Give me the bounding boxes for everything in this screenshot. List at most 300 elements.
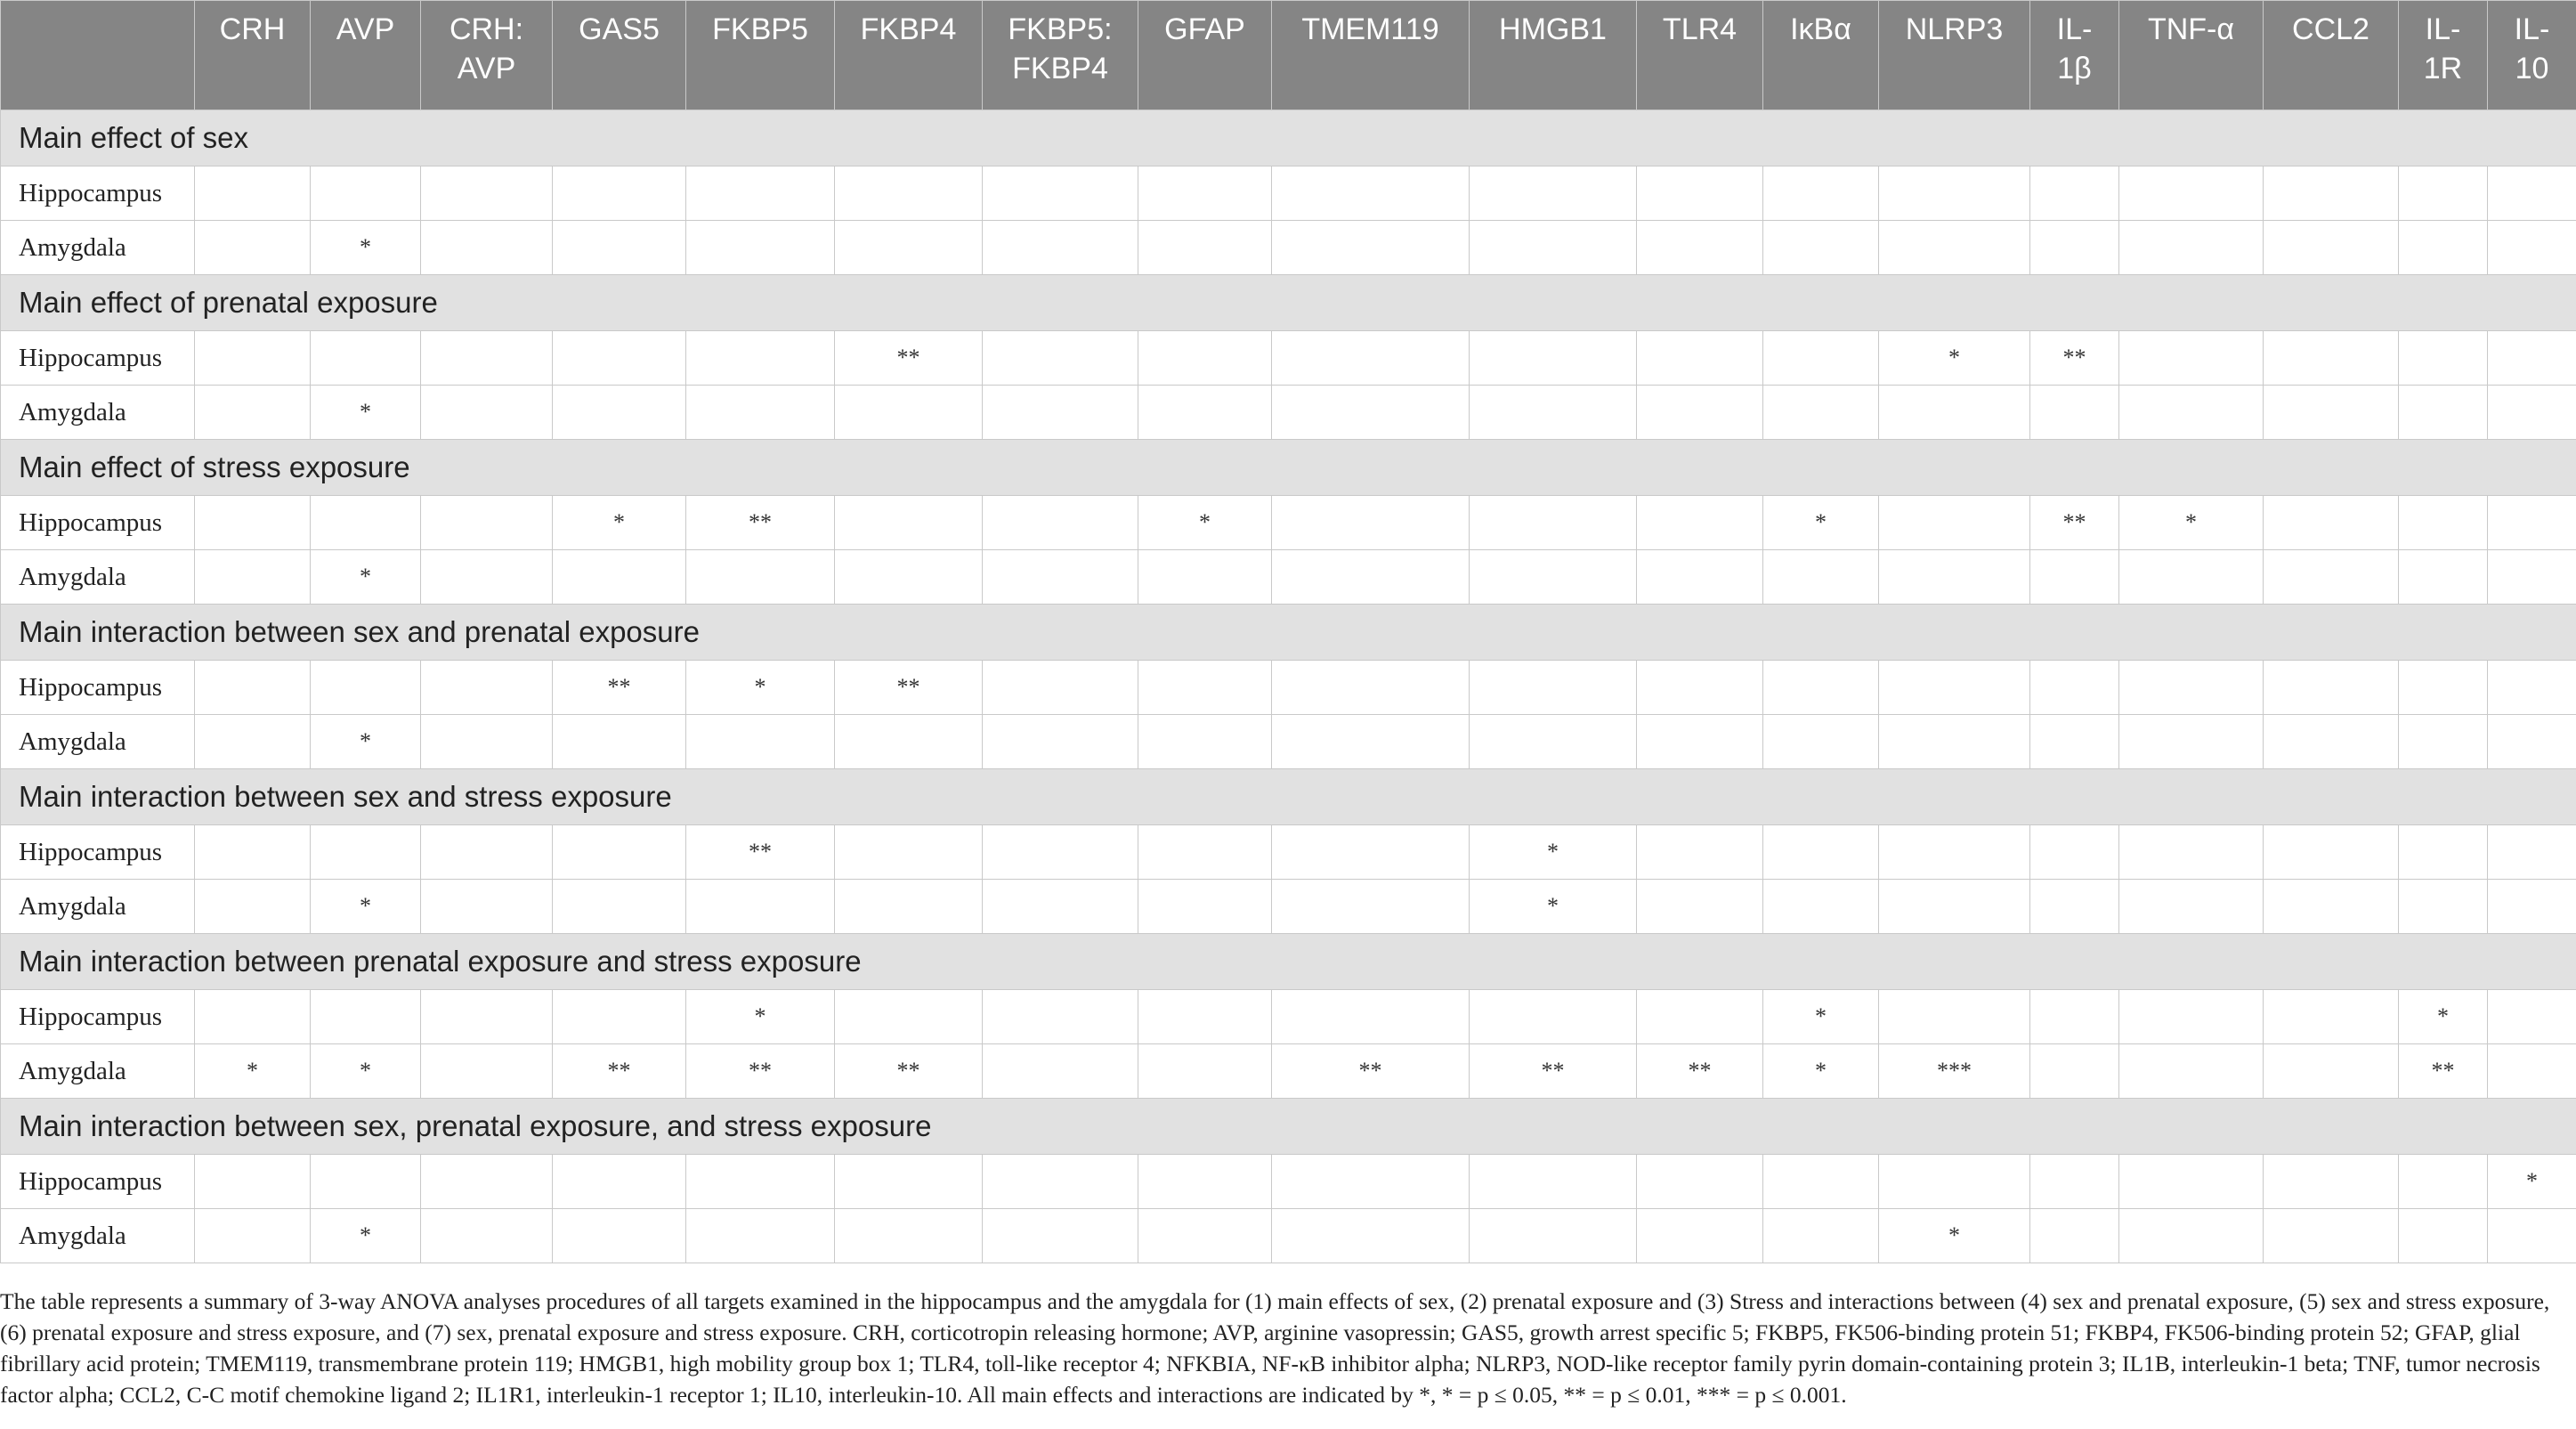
significance-cell [195, 166, 311, 221]
significance-cell [686, 221, 835, 275]
significance-cell [1138, 386, 1272, 440]
significance-cell [553, 166, 686, 221]
significance-cell [2488, 1044, 2576, 1099]
significance-cell [421, 221, 553, 275]
significance-cell [835, 496, 983, 550]
significance-cell [1470, 1155, 1637, 1209]
significance-cell [983, 331, 1138, 386]
significance-cell [311, 496, 421, 550]
significance-cell [1879, 661, 2030, 715]
significance-cell [2264, 990, 2399, 1044]
significance-cell: * [1763, 990, 1879, 1044]
significance-cell [195, 550, 311, 605]
section-header-row [1, 110, 2576, 166]
significance-cell: * [553, 496, 686, 550]
significance-cell: ** [686, 825, 835, 880]
significance-cell [2119, 880, 2264, 934]
table-row [1, 661, 2576, 715]
significance-cell [2399, 496, 2488, 550]
column-header: IκBα [1763, 1, 1879, 110]
significance-cell [553, 1155, 686, 1209]
significance-cell [2399, 166, 2488, 221]
significance-cell [1272, 166, 1470, 221]
significance-cell [2488, 386, 2576, 440]
significance-cell [686, 550, 835, 605]
column-header: IL- 10 [2488, 1, 2576, 110]
significance-cell [1470, 661, 1637, 715]
region-label: Amygdala [1, 1209, 195, 1263]
significance-cell [2488, 166, 2576, 221]
column-header: CRH: AVP [421, 1, 553, 110]
region-label: Hippocampus [1, 661, 195, 715]
significance-cell [1272, 1209, 1470, 1263]
column-header: TNF-α [2119, 1, 2264, 110]
significance-cell [1138, 880, 1272, 934]
significance-cell [2399, 331, 2488, 386]
column-header: AVP [311, 1, 421, 110]
significance-cell [311, 331, 421, 386]
significance-cell [2264, 880, 2399, 934]
significance-cell [835, 715, 983, 769]
significance-cell [2399, 715, 2488, 769]
significance-cell: ** [2399, 1044, 2488, 1099]
significance-cell [2399, 880, 2488, 934]
significance-cell [1470, 166, 1637, 221]
significance-cell [1138, 166, 1272, 221]
significance-cell [1637, 661, 1763, 715]
significance-cell [1138, 331, 1272, 386]
significance-cell: * [311, 1044, 421, 1099]
section-header-row [1, 1099, 2576, 1155]
significance-cell [983, 496, 1138, 550]
significance-cell [983, 715, 1138, 769]
significance-cell [2399, 550, 2488, 605]
significance-cell [2488, 715, 2576, 769]
section-header-row [1, 440, 2576, 496]
significance-cell [1763, 715, 1879, 769]
significance-cell [1470, 715, 1637, 769]
significance-cell [2264, 1044, 2399, 1099]
significance-cell: ** [835, 331, 983, 386]
significance-cell: * [311, 715, 421, 769]
region-label: Amygdala [1, 386, 195, 440]
significance-cell [421, 1209, 553, 1263]
table-row [1, 496, 2576, 550]
table-row [1, 386, 2576, 440]
significance-cell [2399, 1209, 2488, 1263]
significance-cell [2119, 221, 2264, 275]
significance-cell [983, 1209, 1138, 1263]
significance-cell [1763, 1155, 1879, 1209]
table-row [1, 990, 2576, 1044]
significance-cell [311, 166, 421, 221]
significance-cell: * [2488, 1155, 2576, 1209]
significance-cell [2488, 661, 2576, 715]
significance-cell [1470, 550, 1637, 605]
table-row [1, 221, 2576, 275]
significance-cell: * [311, 550, 421, 605]
significance-cell [1879, 825, 2030, 880]
significance-cell [2488, 1209, 2576, 1263]
significance-cell [2119, 825, 2264, 880]
significance-cell [2264, 331, 2399, 386]
significance-cell [2119, 331, 2264, 386]
column-header: CRH [195, 1, 311, 110]
significance-cell [686, 880, 835, 934]
significance-cell [1763, 550, 1879, 605]
table-row [1, 331, 2576, 386]
significance-cell [1138, 990, 1272, 1044]
column-header: FKBP5: FKBP4 [983, 1, 1138, 110]
significance-cell [311, 661, 421, 715]
significance-cell [1138, 661, 1272, 715]
column-header: HMGB1 [1470, 1, 1637, 110]
section-title: Main interaction between prenatal exposure and stress exposure [1, 934, 2576, 990]
significance-cell [1138, 825, 1272, 880]
section-title: Main interaction between sex and stress exposure [1, 769, 2576, 825]
significance-cell [1637, 166, 1763, 221]
table-footnote: The table represents a summary of 3-way ANOVA analyses procedures of all targets examined in the hippocampus and the amygdala for (1) main effects of sex, (2) prenatal exposure and (3) Stress and interactions between (4) sex and prenatal exposure, (5) sex and stress exposure, (6) prenatal exposure and stress exposure, and (7) sex, prenatal exposure and stress exposure. CRH, corticotropin releasing hormone; AVP, arginine vasopressin; GAS5, growth arrest specific 5; FKBP5, FK506-binding protein 51; FKBP4, FK506-binding protein 52; GFAP, glial fibrillary acid protein; TMEM119, transmembrane protein 119; HMGB1, high mobility group box 1; TLR4, toll-like receptor 4; NFKBIA, NF-κB inhibitor alpha; NLRP3, NOD-like receptor family pyrin domain-containing protein 3; IL1B, interleukin-1 beta; TNF, tumor necrosis factor alpha; CCL2, C-C motif chemokine ligand 2; IL1R1, interleukin-1 receptor 1; IL10, interleukin-10. All main effects and interactions are indicated by *, * = p ≤ 0.05, ** = p ≤ 0.01, *** = p ≤ 0.001. [0, 1288, 2550, 1408]
significance-cell [2030, 661, 2119, 715]
significance-cell [1272, 990, 1470, 1044]
table-row [1, 880, 2576, 934]
significance-cell [1637, 331, 1763, 386]
significance-cell: * [1470, 825, 1637, 880]
significance-cell [1272, 661, 1470, 715]
significance-cell [1637, 880, 1763, 934]
significance-cell [1272, 825, 1470, 880]
significance-cell [835, 1155, 983, 1209]
table-row [1, 825, 2576, 880]
significance-cell [2119, 1209, 2264, 1263]
column-header: IL- 1R [2399, 1, 2488, 110]
significance-cell [195, 661, 311, 715]
significance-cell: * [195, 1044, 311, 1099]
significance-cell [195, 990, 311, 1044]
significance-cell [1470, 496, 1637, 550]
significance-cell [1879, 550, 2030, 605]
region-label: Amygdala [1, 880, 195, 934]
significance-cell [2030, 990, 2119, 1044]
significance-cell: ** [553, 1044, 686, 1099]
significance-cell [2264, 1209, 2399, 1263]
significance-cell [2119, 661, 2264, 715]
significance-cell [553, 990, 686, 1044]
significance-cell [2264, 166, 2399, 221]
significance-cell [195, 1155, 311, 1209]
significance-cell [1637, 1209, 1763, 1263]
significance-cell [835, 880, 983, 934]
significance-cell [2399, 1155, 2488, 1209]
significance-cell: ** [2030, 496, 2119, 550]
significance-cell [983, 990, 1138, 1044]
significance-cell [1138, 715, 1272, 769]
significance-cell [1637, 825, 1763, 880]
significance-cell [835, 825, 983, 880]
significance-cell [2030, 550, 2119, 605]
significance-cell: ** [1272, 1044, 1470, 1099]
table-body [1, 110, 2576, 1263]
region-label: Hippocampus [1, 990, 195, 1044]
region-label: Amygdala [1, 550, 195, 605]
significance-cell [686, 715, 835, 769]
significance-cell [1879, 1155, 2030, 1209]
significance-cell [2399, 825, 2488, 880]
significance-cell: * [311, 880, 421, 934]
region-label: Amygdala [1, 715, 195, 769]
significance-cell [421, 166, 553, 221]
section-header-row [1, 769, 2576, 825]
significance-cell [421, 990, 553, 1044]
region-label: Hippocampus [1, 496, 195, 550]
significance-cell [2264, 825, 2399, 880]
significance-cell [2030, 386, 2119, 440]
significance-cell [2030, 1155, 2119, 1209]
significance-cell [2399, 661, 2488, 715]
significance-cell [195, 880, 311, 934]
significance-cell [686, 1209, 835, 1263]
significance-cell [421, 496, 553, 550]
significance-cell [2264, 661, 2399, 715]
significance-cell [686, 1155, 835, 1209]
section-header-row [1, 275, 2576, 331]
significance-cell [1763, 221, 1879, 275]
significance-cell [1138, 1155, 1272, 1209]
significance-cell [421, 825, 553, 880]
significance-cell [1637, 715, 1763, 769]
significance-cell [1763, 1209, 1879, 1263]
significance-cell [2119, 1044, 2264, 1099]
significance-cell [553, 221, 686, 275]
significance-cell [2264, 550, 2399, 605]
significance-cell [1763, 386, 1879, 440]
significance-cell [553, 386, 686, 440]
header-row [1, 1, 2576, 110]
significance-cell [1470, 221, 1637, 275]
significance-cell [2030, 221, 2119, 275]
significance-cell [311, 825, 421, 880]
significance-cell [2488, 880, 2576, 934]
significance-cell [553, 825, 686, 880]
significance-cell [2488, 550, 2576, 605]
significance-cell [1637, 221, 1763, 275]
significance-cell [2264, 715, 2399, 769]
significance-cell [686, 386, 835, 440]
corner-header-cell [1, 1, 195, 110]
significance-cell [421, 386, 553, 440]
significance-cell [1879, 386, 2030, 440]
significance-cell: * [2119, 496, 2264, 550]
significance-cell: ** [835, 1044, 983, 1099]
significance-cell [2119, 990, 2264, 1044]
significance-cell [983, 880, 1138, 934]
column-header: GAS5 [553, 1, 686, 110]
significance-cell [983, 1155, 1138, 1209]
significance-cell [1138, 1209, 1272, 1263]
significance-cell [1637, 990, 1763, 1044]
significance-cell [835, 550, 983, 605]
significance-cell [835, 990, 983, 1044]
significance-cell [311, 990, 421, 1044]
region-label: Hippocampus [1, 331, 195, 386]
significance-cell: * [1879, 1209, 2030, 1263]
significance-cell [2488, 331, 2576, 386]
significance-cell [983, 221, 1138, 275]
column-header: GFAP [1138, 1, 1272, 110]
table-row [1, 550, 2576, 605]
significance-cell [1879, 221, 2030, 275]
significance-cell [195, 386, 311, 440]
significance-cell [1763, 661, 1879, 715]
significance-cell [421, 880, 553, 934]
significance-cell [1637, 550, 1763, 605]
region-label: Amygdala [1, 1044, 195, 1099]
significance-cell [983, 661, 1138, 715]
significance-cell: * [311, 1209, 421, 1263]
significance-cell [195, 331, 311, 386]
significance-cell [2488, 990, 2576, 1044]
column-header: TLR4 [1637, 1, 1763, 110]
significance-cell [1272, 386, 1470, 440]
significance-cell [421, 1155, 553, 1209]
significance-cell [983, 825, 1138, 880]
significance-cell [1272, 715, 1470, 769]
significance-cell [2030, 166, 2119, 221]
significance-cell [1470, 386, 1637, 440]
significance-cell [2030, 880, 2119, 934]
significance-cell [2488, 825, 2576, 880]
region-label: Hippocampus [1, 825, 195, 880]
significance-cell [1272, 880, 1470, 934]
significance-cell [1138, 1044, 1272, 1099]
significance-cell: ** [1470, 1044, 1637, 1099]
significance-cell: * [2399, 990, 2488, 1044]
significance-cell [983, 550, 1138, 605]
significance-cell [835, 1209, 983, 1263]
significance-cell [686, 166, 835, 221]
section-header-row [1, 934, 2576, 990]
significance-cell: * [1470, 880, 1637, 934]
significance-cell [421, 715, 553, 769]
section-title: Main interaction between sex and prenatal exposure [1, 605, 2576, 661]
significance-cell: * [1879, 331, 2030, 386]
significance-cell: ** [686, 496, 835, 550]
significance-cell [195, 1209, 311, 1263]
significance-cell [2119, 166, 2264, 221]
column-header: FKBP4 [835, 1, 983, 110]
significance-cell: * [686, 990, 835, 1044]
significance-cell [2264, 221, 2399, 275]
table-row [1, 166, 2576, 221]
significance-cell [1138, 550, 1272, 605]
section-title: Main interaction between sex, prenatal exposure, and stress exposure [1, 1099, 2576, 1155]
significance-cell [421, 661, 553, 715]
significance-cell [983, 166, 1138, 221]
significance-cell [1879, 715, 2030, 769]
significance-cell [1879, 990, 2030, 1044]
significance-cell [1763, 166, 1879, 221]
significance-cell [2264, 1155, 2399, 1209]
significance-cell: * [311, 221, 421, 275]
significance-cell: ** [1637, 1044, 1763, 1099]
significance-cell [195, 715, 311, 769]
significance-cell [1879, 496, 2030, 550]
significance-cell [2488, 496, 2576, 550]
section-title: Main effect of stress exposure [1, 440, 2576, 496]
significance-cell [983, 386, 1138, 440]
significance-cell [1879, 880, 2030, 934]
significance-cell [686, 331, 835, 386]
significance-cell [553, 550, 686, 605]
significance-cell [311, 1155, 421, 1209]
significance-cell [2030, 715, 2119, 769]
region-label: Hippocampus [1, 1155, 195, 1209]
significance-cell [1470, 990, 1637, 1044]
significance-cell [2030, 1044, 2119, 1099]
significance-cell [2119, 550, 2264, 605]
significance-cell: * [311, 386, 421, 440]
significance-cell [195, 825, 311, 880]
region-label: Hippocampus [1, 166, 195, 221]
section-title: Main effect of prenatal exposure [1, 275, 2576, 331]
significance-cell: *** [1879, 1044, 2030, 1099]
table-row [1, 1209, 2576, 1263]
significance-cell [1763, 825, 1879, 880]
significance-cell [835, 386, 983, 440]
significance-cell: ** [835, 661, 983, 715]
section-header-row [1, 605, 2576, 661]
significance-cell [1879, 166, 2030, 221]
significance-cell [1272, 1155, 1470, 1209]
significance-cell [2399, 386, 2488, 440]
significance-cell [421, 331, 553, 386]
column-header: CCL2 [2264, 1, 2399, 110]
significance-cell [421, 550, 553, 605]
significance-cell [1637, 1155, 1763, 1209]
significance-cell [195, 496, 311, 550]
significance-cell [2119, 715, 2264, 769]
significance-cell [2119, 386, 2264, 440]
region-label: Amygdala [1, 221, 195, 275]
table-row [1, 715, 2576, 769]
significance-cell: ** [2030, 331, 2119, 386]
significance-cell [1637, 386, 1763, 440]
significance-cell [983, 1044, 1138, 1099]
significance-cell [835, 221, 983, 275]
significance-cell [2264, 386, 2399, 440]
significance-cell [2399, 221, 2488, 275]
column-header: IL- 1β [2030, 1, 2119, 110]
significance-cell: * [1763, 1044, 1879, 1099]
table-row [1, 1044, 2576, 1099]
significance-cell [421, 1044, 553, 1099]
significance-cell: ** [553, 661, 686, 715]
significance-cell [1272, 221, 1470, 275]
significance-cell: ** [686, 1044, 835, 1099]
section-title: Main effect of sex [1, 110, 2576, 166]
significance-cell [835, 166, 983, 221]
significance-cell [1138, 221, 1272, 275]
significance-cell [553, 880, 686, 934]
significance-cell [1470, 331, 1637, 386]
significance-cell: * [1138, 496, 1272, 550]
significance-cell [553, 1209, 686, 1263]
significance-cell [553, 331, 686, 386]
significance-cell [1272, 496, 1470, 550]
column-header: NLRP3 [1879, 1, 2030, 110]
significance-cell [2264, 496, 2399, 550]
significance-cell [2488, 221, 2576, 275]
